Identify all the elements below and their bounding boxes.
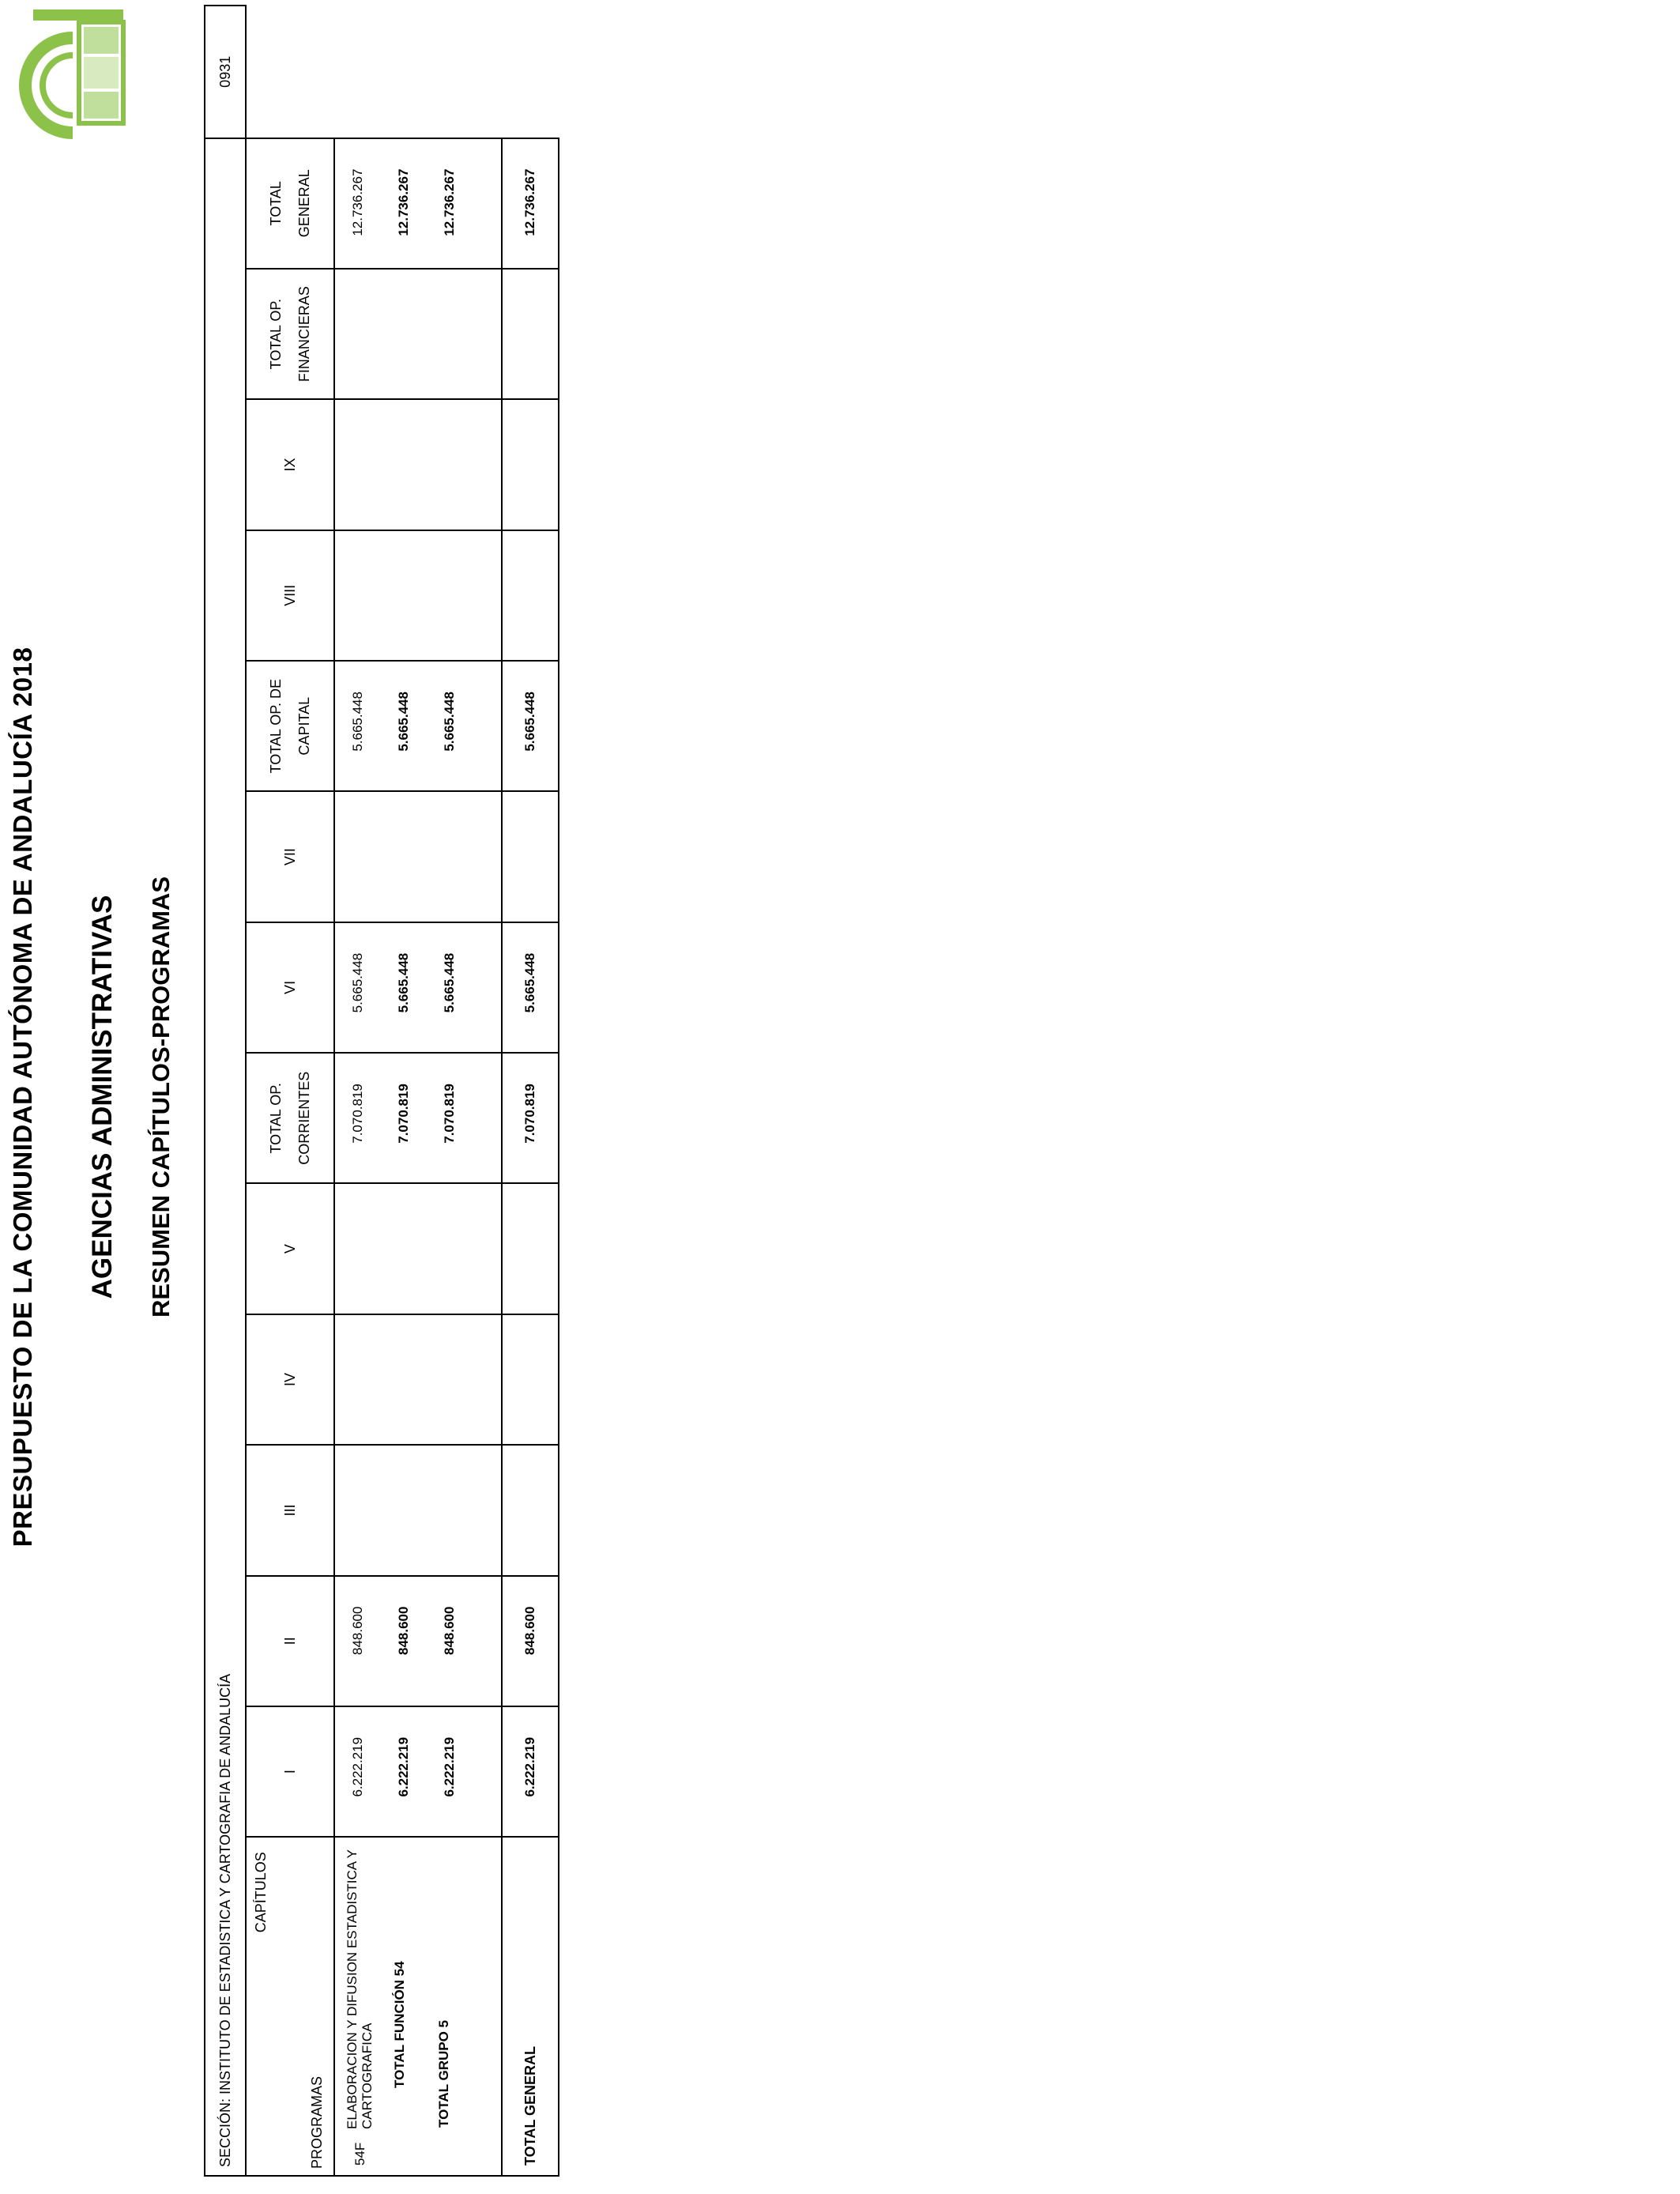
col-header-ii: II xyxy=(246,1576,334,1706)
programas-label: PROGRAMAS xyxy=(309,2075,325,2169)
cell-total-corrientes xyxy=(334,1053,502,1183)
col-header-line: TOTAL xyxy=(268,181,284,226)
column-header-row xyxy=(246,6,334,2176)
cell-vii xyxy=(334,791,502,922)
funcion-value: 6.222.219 xyxy=(396,1736,411,1797)
total-corrientes: 7.070.819 xyxy=(502,1053,559,1183)
col-header-line: TOTAL OP. xyxy=(268,298,284,370)
grupo-value: 848.600 xyxy=(442,1606,457,1655)
col-header-vii: VII xyxy=(246,791,334,922)
col-header-total-capital xyxy=(246,661,334,791)
col-header-ix: IX xyxy=(246,399,334,530)
cell-vi xyxy=(334,922,502,1053)
col-header-vi: VI xyxy=(246,922,334,1053)
grupo-value: 5.665.448 xyxy=(442,692,457,752)
total-funcion-label: TOTAL FUNCIÓN 54 xyxy=(392,1961,407,2088)
col-header-line: CORRIENTES xyxy=(296,1071,312,1165)
capitulos-label: CAPÍTULOS xyxy=(253,1852,269,1933)
program-value: 12.736.267 xyxy=(350,168,365,236)
total-v xyxy=(502,1183,559,1314)
budget-table xyxy=(204,5,559,2177)
cell-iv xyxy=(334,1314,502,1445)
col-header-total-financieras xyxy=(246,269,334,399)
col-header-line: TOTAL OP. xyxy=(268,1083,284,1154)
table-row xyxy=(334,6,502,2176)
col-header-line: TOTAL OP. DE xyxy=(268,679,284,774)
total-financieras xyxy=(502,269,559,399)
program-value: 7.070.819 xyxy=(350,1084,365,1144)
cell-viii xyxy=(334,530,502,661)
program-cell xyxy=(334,1837,502,2176)
funcion-value: 5.665.448 xyxy=(396,952,411,1013)
program-value: 848.600 xyxy=(350,1606,365,1655)
section-code: 0931 xyxy=(205,6,246,138)
total-i: 6.222.219 xyxy=(502,1706,559,1837)
funcion-value: 848.600 xyxy=(396,1606,411,1655)
cell-iii xyxy=(334,1445,502,1575)
col-header-line: GENERAL xyxy=(296,169,312,238)
program-code: 54F xyxy=(352,2142,367,2166)
grupo-value: 12.736.267 xyxy=(442,168,457,236)
cell-total-financieras xyxy=(334,269,502,399)
col-header-total-general xyxy=(246,138,334,269)
col-header-total-corrientes xyxy=(246,1053,334,1183)
col-header-i: I xyxy=(246,1706,334,1837)
program-value: 5.665.448 xyxy=(350,692,365,752)
grupo-value: 5.665.448 xyxy=(442,952,457,1013)
funcion-value: 7.070.819 xyxy=(396,1084,411,1144)
cell-total-capital xyxy=(334,661,502,791)
seccion-row xyxy=(205,6,246,2176)
total-general: 12.736.267 xyxy=(502,138,559,269)
total-ii: 848.600 xyxy=(502,1576,559,1706)
funcion-value: 12.736.267 xyxy=(396,168,411,236)
page-subtitle-2: RESUMEN CAPÍTULOS-PROGRAMAS xyxy=(147,876,175,1318)
col-header-iv: IV xyxy=(246,1314,334,1445)
total-general-label: TOTAL GENERAL xyxy=(502,1837,559,2176)
programas-capitulos-header xyxy=(246,1837,334,2176)
page-subtitle: AGENCIAS ADMINISTRATIVAS xyxy=(87,895,118,1299)
cell-ix xyxy=(334,399,502,530)
program-value: 6.222.219 xyxy=(350,1736,365,1797)
col-header-v: V xyxy=(246,1183,334,1314)
program-value: 5.665.448 xyxy=(350,952,365,1013)
col-header-viii: VIII xyxy=(246,530,334,661)
total-vi: 5.665.448 xyxy=(502,922,559,1053)
total-grupo-label: TOTAL GRUPO 5 xyxy=(436,2019,451,2128)
grupo-value: 6.222.219 xyxy=(442,1736,457,1797)
total-iii xyxy=(502,1445,559,1575)
program-name: ELABORACION Y DIFUSION ESTADISTICA Y CARTOGRAFICA xyxy=(345,1849,375,2129)
total-general-row xyxy=(502,6,559,2176)
col-header-line: FINANCIERAS xyxy=(296,286,312,383)
total-ix xyxy=(502,399,559,530)
total-viii xyxy=(502,530,559,661)
seccion-label: SECCIÓN: INSTITUTO DE ESTADISTICA Y CARTOGRAFIA DE ANDALUCÍA xyxy=(205,138,246,2176)
cell-ii xyxy=(334,1576,502,1706)
col-header-iii: III xyxy=(246,1445,334,1575)
total-capital: 5.665.448 xyxy=(502,661,559,791)
page-title: PRESUPUESTO DE LA COMUNIDAD AUTÓNOMA DE ANDALUCÍA 2018 xyxy=(8,647,37,1547)
total-vii xyxy=(502,791,559,922)
col-header-line: CAPITAL xyxy=(296,696,312,756)
grupo-value: 7.070.819 xyxy=(442,1084,457,1144)
cell-v xyxy=(334,1183,502,1314)
cell-i xyxy=(334,1706,502,1837)
cell-total-general xyxy=(334,138,502,269)
funcion-value: 5.665.448 xyxy=(396,692,411,752)
total-iv xyxy=(502,1314,559,1445)
